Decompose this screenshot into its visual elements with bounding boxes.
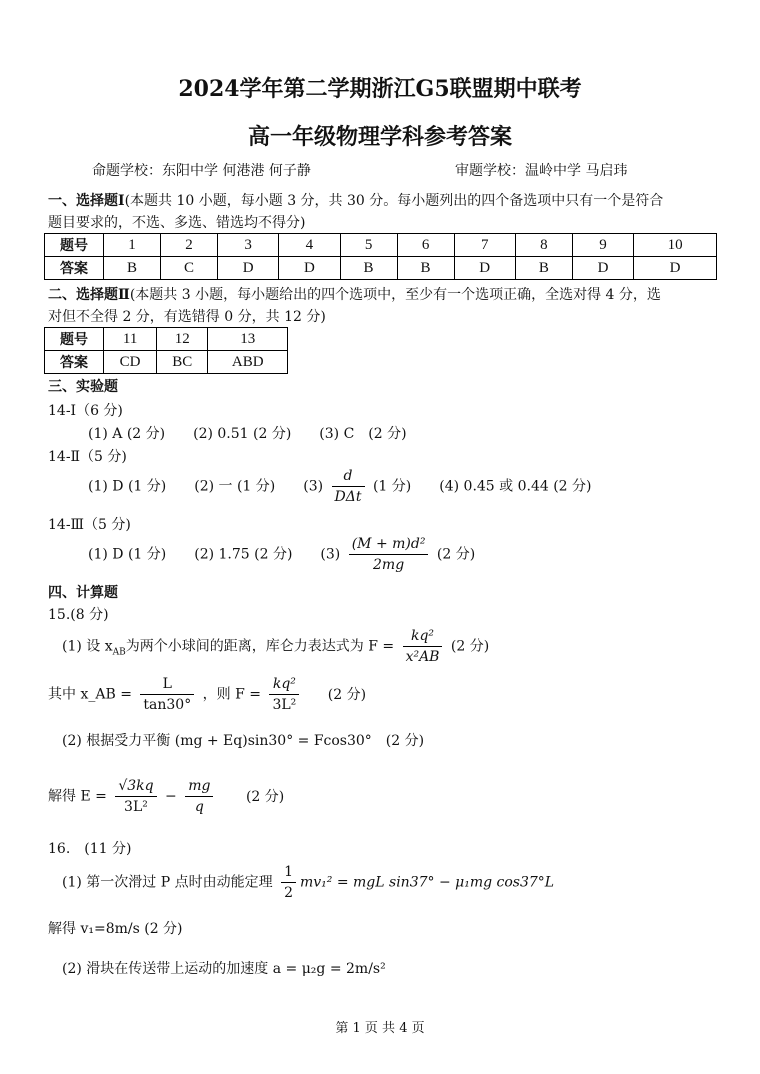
answer-row-label: 答案: [45, 257, 104, 280]
question-row: [45, 328, 288, 351]
question-number: 7: [454, 234, 515, 257]
q14-3-part-b: (2 分): [436, 546, 476, 563]
q15-l1-text: (1) 设 x: [62, 638, 113, 655]
section1-desc1: (本题共 10 小题，每小题 3 分，共 30 分。每小题列出的四个备选项中只有一个是符合: [124, 193, 664, 209]
question-row-label: 题号: [45, 234, 104, 257]
q14-2-fraction: [332, 466, 365, 507]
q15-line2: [48, 674, 366, 715]
q16-l1-fraction: [281, 862, 296, 903]
question-number: 8: [515, 234, 572, 257]
section2-desc1: (本题共 3 小题，每小题给出的四个选项中，至少有一个选项正确，全选对得 4 分，选: [129, 287, 661, 303]
section2-heading: 二、选择题Ⅱ: [48, 287, 130, 303]
q14-3-fraction: [349, 534, 429, 575]
section1-answer-table: [44, 233, 717, 280]
q16-l1-text: (1) 第一次滑过 P 点时由动能定理: [62, 874, 273, 891]
q15-l1-text2: 为两个小球间的距离，库仑力表达式为 F =: [125, 638, 395, 655]
q15-l4-text: 解得 E =: [48, 788, 107, 805]
q14-2-part-a: (1) D (1 分) (2) 一 (1 分) (3): [88, 478, 324, 495]
q15-l2-score: (2 分): [327, 686, 367, 703]
minus-sign: −: [165, 788, 177, 805]
answer-row: [45, 257, 717, 280]
section1-heading: 一、选择题Ⅰ: [48, 193, 125, 209]
fraction-numerator: 1: [281, 862, 296, 883]
q16-l1-formula: mv₁² = mgL sin37° − μ₁mg cos37°L: [299, 874, 555, 891]
q15-l4-fraction2: [185, 776, 213, 817]
setter-names: 东阳中学 何港港 何子静: [162, 163, 311, 179]
page-title: 2024学年第二学期浙江G5联盟期中联考: [178, 76, 582, 102]
answer-cell: D: [634, 257, 717, 280]
reviewer-label: 审题学校：: [455, 163, 525, 179]
q14-3-heading: 14-Ⅲ（5 分): [48, 517, 131, 533]
answer-cell: D: [218, 257, 279, 280]
fraction-denominator: 3L²: [272, 697, 297, 713]
question-row-label: 题号: [45, 328, 104, 351]
answer-cell: D: [454, 257, 515, 280]
section1-line1: [48, 190, 663, 210]
answer-cell: BC: [157, 351, 208, 374]
q15-line3: (2) 根据受力平衡 (mg + Eq)sin30° = Fcos30° (2 分): [62, 733, 425, 749]
section2-desc2: 对但不全得 2 分，有选错得 0 分，共 12 分): [48, 309, 326, 325]
page-subtitle: 高一年级物理学科参考答案: [247, 124, 512, 150]
question-number: 5: [340, 234, 397, 257]
question-number: 6: [397, 234, 454, 257]
q15-l1-subscript: AB: [112, 647, 126, 658]
question-row: [45, 234, 717, 257]
q14-2-heading: 14-Ⅱ（5 分): [48, 449, 127, 465]
q15-heading: 15.(8 分): [48, 607, 109, 623]
q14-2-part-b: (1 分) (4) 0.45 或 0.44 (2 分): [372, 478, 592, 495]
question-number: 12: [157, 328, 208, 351]
q15-line4: [48, 776, 284, 817]
answer-cell: B: [340, 257, 397, 280]
section2-answer-table: [44, 327, 288, 374]
fraction-denominator: DΔt: [334, 489, 362, 505]
q16-heading: 16. (11 分): [48, 841, 132, 857]
section2-line1: [48, 284, 661, 304]
q14-1-heading: 14-Ⅰ（6 分): [48, 403, 123, 419]
question-number: 2: [161, 234, 218, 257]
fraction-numerator: (M + m)d²: [349, 534, 429, 555]
setter-label: 命题学校：: [92, 163, 162, 179]
q15-l2-text2: ，则 F =: [202, 686, 262, 703]
q15-line1: [62, 626, 489, 667]
question-number: 1: [104, 234, 161, 257]
q14-2-answers: [88, 466, 592, 507]
question-number: 9: [572, 234, 633, 257]
fraction-denominator: tan30°: [143, 697, 192, 713]
q15-l2-text: 其中 x_AB =: [48, 686, 132, 703]
answer-cell: CD: [104, 351, 157, 374]
fraction-denominator: q: [194, 799, 204, 815]
q14-3-part-a: (1) D (1 分) (2) 1.75 (2 分) (3): [88, 546, 341, 563]
q15-l4-fraction: [115, 776, 156, 817]
fraction-denominator: 2: [284, 885, 293, 901]
reviewer-info: [455, 160, 627, 180]
q15-l1-fraction: [403, 626, 443, 667]
q16-line2: 解得 v₁=8m/s (2 分): [48, 921, 183, 937]
q15-l2-fraction: [140, 674, 194, 715]
answer-cell: B: [515, 257, 572, 280]
q16-line3: (2) 滑块在传送带上运动的加速度 a = μ₂g = 2m/s²: [62, 961, 386, 977]
answer-cell: C: [161, 257, 218, 280]
fraction-denominator: 2mg: [373, 557, 405, 573]
section1-desc2: 题目要求的，不选、多选、错选均不得分): [48, 215, 306, 231]
section3-heading: 三、实验题: [48, 379, 118, 395]
answer-cell: B: [104, 257, 161, 280]
question-number: 3: [218, 234, 279, 257]
answer-cell: D: [279, 257, 340, 280]
answer-row-label: 答案: [45, 351, 104, 374]
q14-3-answers: [88, 534, 475, 575]
fraction-numerator: kq²: [269, 674, 299, 695]
question-number: 10: [634, 234, 717, 257]
q15-l2-fraction2: [269, 674, 299, 715]
q15-l1-score: (2 分): [450, 638, 490, 655]
fraction-numerator: L: [140, 674, 194, 695]
fraction-numerator: √3kq: [115, 776, 156, 797]
question-number: 11: [104, 328, 157, 351]
page-footer: 第 1 页 共 4 页: [335, 1021, 425, 1036]
fraction-numerator: mg: [185, 776, 213, 797]
q14-1-answers: (1) A (2 分) (2) 0.51 (2 分) (3) C (2 分): [88, 426, 407, 442]
reviewer-names: 温岭中学 马启玮: [525, 163, 628, 179]
answer-row: [45, 351, 288, 374]
q16-line1: [62, 862, 554, 903]
answer-cell: B: [397, 257, 454, 280]
answer-cell: ABD: [208, 351, 288, 374]
fraction-numerator: d: [332, 466, 365, 487]
question-number: 4: [279, 234, 340, 257]
setter-info: [92, 160, 311, 180]
fraction-denominator: x²AB: [405, 649, 440, 665]
answer-cell: D: [572, 257, 633, 280]
fraction-denominator: 3L²: [124, 799, 148, 815]
question-number: 13: [208, 328, 288, 351]
section4-heading: 四、计算题: [48, 585, 118, 601]
q15-l4-score: (2 分): [245, 788, 285, 805]
fraction-numerator: kq²: [403, 626, 443, 647]
